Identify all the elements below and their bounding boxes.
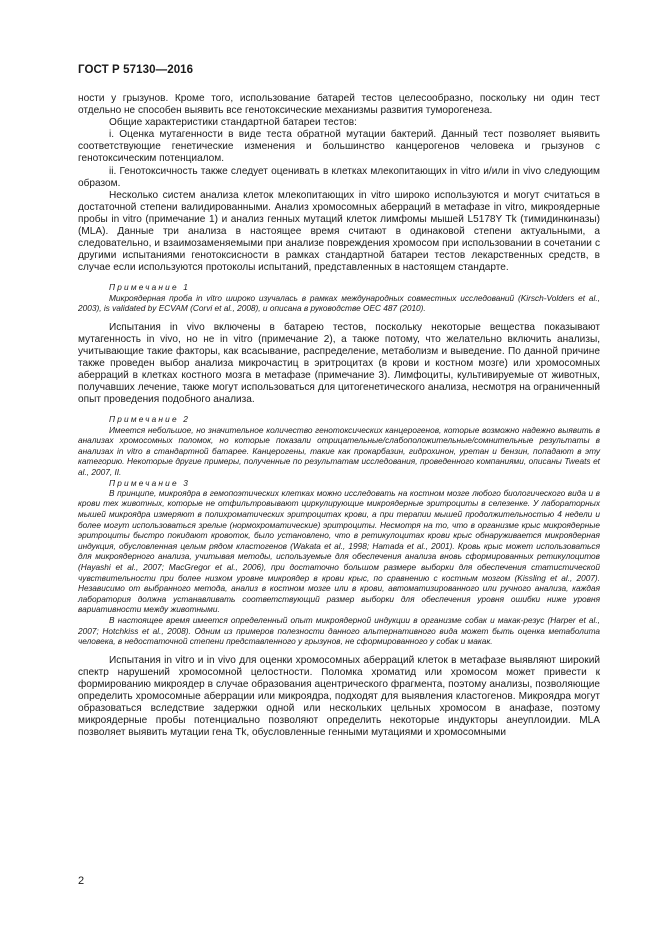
note-text: Микроядерная проба in vitro широко изучалась в рамках международных совместных исследований (Kirsch-Volders et al., 2003), is validated by ECVAM (Corvi et al., 2008), и описана в руководстве OEC 487 (2010). xyxy=(78,292,600,314)
note-title: Примечание 3 xyxy=(109,477,191,488)
standard-header: ГОСТ Р 57130—2016 xyxy=(78,64,194,76)
body-paragraph: Испытания in vivo включены в батарею тестов, поскольку некоторые вещества показывают мутагенность in vivo, но не in vitro (примечание 2), а также потому, что желательно включить анализы, учитывающие такие факторы, как всасывание, распределение, метаболизм и выведение. По данной причине также проведен выбор анализа микрочастиц в эритроцитах (в крови и костном мозге) или хромосомных аберраций в клетках костного мозга в метафазе (примечание 3). Лимфоциты, культивируемые от животных, получавших лечение, также могут использоваться для цитогенетического анализа, несмотря на ограниченный опыт проведения подобного анализа. xyxy=(78,321,600,406)
list-item-i: i. Оценка мутагенности в виде теста обратной мутации бактерий. Данный тест позволяет выявить соответствующие генетические изменения и большинство канцерогенов человека и грызунов с генотоксическим потенциалом. xyxy=(78,129,600,165)
list-item-ii: ii. Генотоксичность также следует оценивать в клетках млекопитающих in vitro и/или in vivo следующим образом. xyxy=(78,165,600,189)
note-title: Примечание 1 xyxy=(109,282,191,293)
body-paragraph: ности у грызунов. Кроме того, использование батарей тестов целесообразно, поскольку ни один тест отдельно не способен выявить все генотоксические механизмы развития туморогенеза. xyxy=(78,93,600,117)
note-text: В настоящее время имеется определенный опыт микроядерной индукции в организме собак и макак-резус (Harper et al., 2007; Hotchkiss et al., 2008). Одним из примеров полезности данного альтернативного вида может быть оценка метаболита человека, в недостаточной степени представленного у грызунов, не сформированного у собак и макак. xyxy=(78,614,600,647)
note-title: Примечание 2 xyxy=(109,414,191,425)
body-paragraph: Общие характеристики стандартной батареи тестов: xyxy=(109,117,357,129)
page-number: 2 xyxy=(78,875,85,887)
body-paragraph: Несколько систем анализа клеток млекопитающих in vitro широко используются и могут считаться в достаточной степени валидированными. Анализ хромосомных аберраций в метафазе in vitro, микроядерные пробы in vitro (примечание 1) и анализ генных мутаций клеток лимфомы мышей L5178Y Tk (тимидинкиназы) (MLA). Данные три анализа в настоящее время считают в одинаковой степени актуальными, а следовательно, и взаимозаменяемыми при анализе повреждения хромосом при использовании в сочетании с другими испытаниями генотоксисности в рамках стандартной батареи тестов лекарственных средств, в случае если используются протоколы испытаний, представленных в настоящем стандарте. xyxy=(78,189,600,274)
note-text: В принципе, микроядра в гемопоэтических клетках можно исследовать на костном мозге любого биологического вида и в крови тех животных, которые не отфильтровывают циркулирующие микроядерные эритроциты в селезенке. У лабораторных мышей микроядра измеряют в полихроматических эритроцитах крови, а при терапии мышей продолжительностью 4 недели и более могут использоваться зрелые (нормохроматические) эритроциты. Несмотря на то, что в организме крыс микроядерные эритроциты быстро покидают кровоток, было установлено, что в ретикулоцитах крови крыс обнаруживается микроядерная индукция, обусловленная целым рядом кластогенов (Wakata et al., 1998; Hamada et al., 2001). Кровь крыс может использоваться для микроядерного анализа, учитывая методы, используемые для обеспечения анализа вновь сформированных ретикулоцитов (Hayashi et al., 2007; MacGregor et al., 2006), при достаточно большом размере выборки для обеспечения статистической чувствительности при более низком уровне микроядер в крови крыс, по сравнению с костным мозгом (Kissling et al., 2007). Независимо от выбранного метода, анализ в костном мозге или в крови, автоматизированного или ручного анализа, каждая лаборатория должна устанавливать соответствующий размер выборки для обеспечения уровня ошибки ниже уровня вариативности между животными. xyxy=(78,487,600,615)
document-body xyxy=(78,93,600,739)
note-text: Имеется небольшое, но значительное количество генотоксических канцерогенов, которые возможно надежно выявить в анализах хромосомных поломок, но которые показали отрицательные/слабоположительные/сомнительные результаты в анализах in vitro в стандартной батарее. Канцерогены, такие как прокарбазин, гидрохинон, уретан и бензин, попадают в эту категорию. Некоторые другие примеры, полученные по результатам исследования, проведенного компаниями, описаны Tweats et al., 2007, II. xyxy=(78,424,600,478)
body-paragraph: Испытания in vitro и in vivo для оценки хромосомных аберраций клеток в метафазе выявляют широкий спектр нарушений хромосомной целостности. Поломка хроматид или хромосом может привести к формированию микроядер в случае образования ацентрического фрагмента, поэтому анализы, позволяющие определить хромосомные аберрации или микроядра, подходят для выявления кластогенов. Микроядра могут образоваться вследствие задержки одной или нескольких цельных хромосом в анафазе, поэтому микроядерные пробы потенциально позволяют определить некоторые индукторы анеуплоидии. MLA позволяет выявить мутации гена Tk, обусловленные генными мутациями и хромосомными xyxy=(78,654,600,739)
